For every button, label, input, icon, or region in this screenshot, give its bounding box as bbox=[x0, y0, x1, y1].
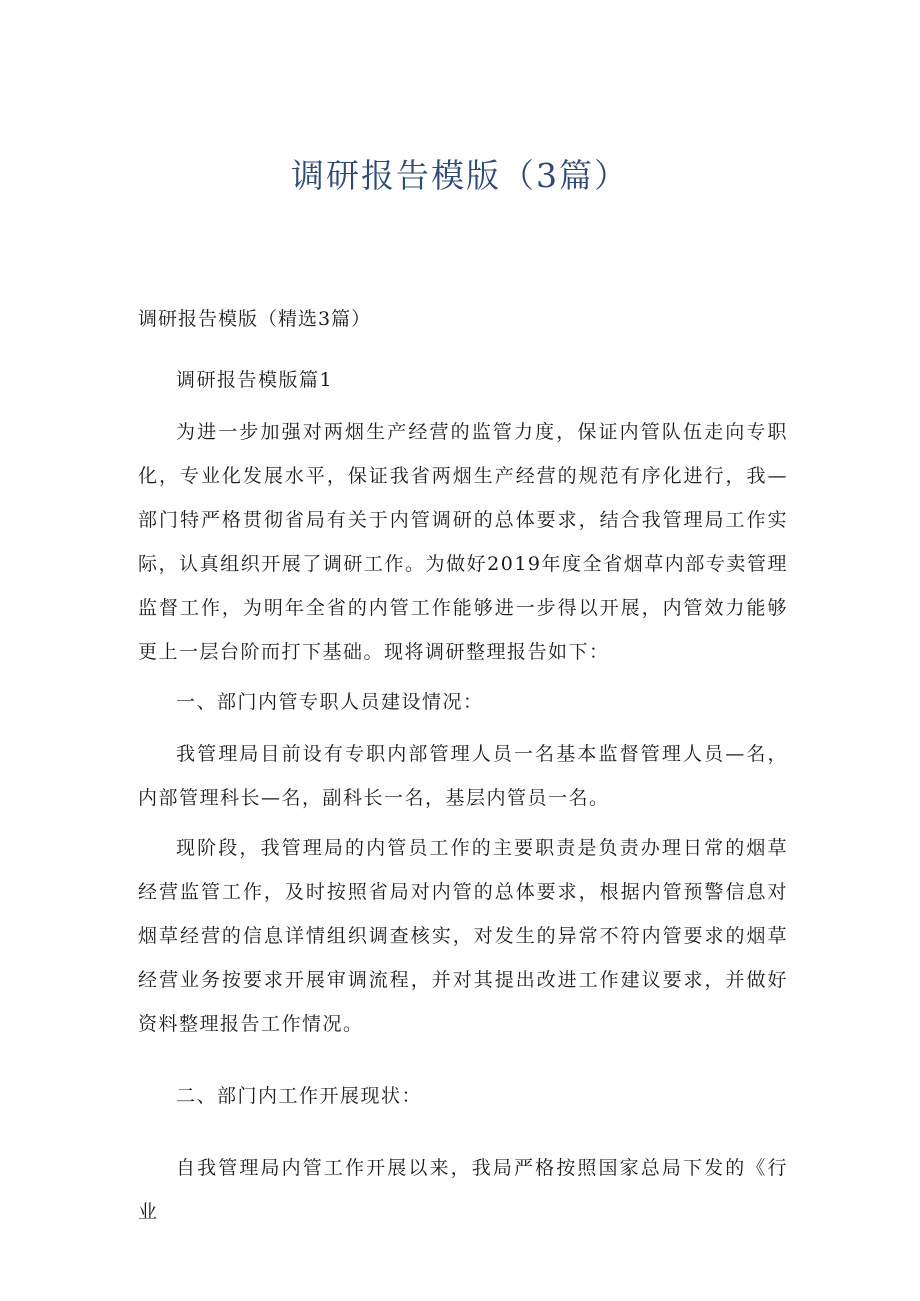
document-subtitle: 调研报告模版（精选3篇） bbox=[138, 308, 372, 330]
paragraph: 现阶段，我管理局的内管员工作的主要职责是负责办理日常的烟草经营监管工作，及时按照省局对内管的总体要求，根据内管预警信息对烟草经营的信息详情组织调查核实，对发生的异常不符内管要求的烟草经营业务按要求开展审调流程，并对其提出改进工作建议要求，并做好资料整理报告工作情况。 bbox=[138, 837, 788, 1035]
section-heading: 一、部门内管专职人员建设情况： bbox=[176, 691, 484, 713]
paragraph: 我管理局目前设有专职内部管理人员一名基本监督管理人员—名，内部管理科长—名，副科长一名，基层内管员一名。 bbox=[138, 743, 788, 809]
paragraph: 为进一步加强对两烟生产经营的监管力度，保证内管队伍走向专职化，专业化发展水平，保证我省两烟生产经营的规范有序化进行，我—部门特严格贯彻省局有关于内管调研的总体要求，结合我管理局工作实际，认真组织开展了调研工作。为做好2019年度全省烟草内部专卖管理监督工作，为明年全省的内管工作能够进一步得以开展，内管效力能够更上一层台阶而打下基础。现将调研整理报告如下： bbox=[138, 421, 788, 663]
document-body bbox=[138, 302, 788, 1240]
paragraph: 自我管理局内管工作开展以来，我局严格按照国家总局下发的《行业 bbox=[138, 1157, 788, 1223]
section-heading: 二、部门内工作开展现状： bbox=[176, 1085, 423, 1107]
document-title: 调研报告模版（3篇） bbox=[291, 156, 629, 195]
section-heading: 调研报告模版篇1 bbox=[176, 369, 334, 391]
